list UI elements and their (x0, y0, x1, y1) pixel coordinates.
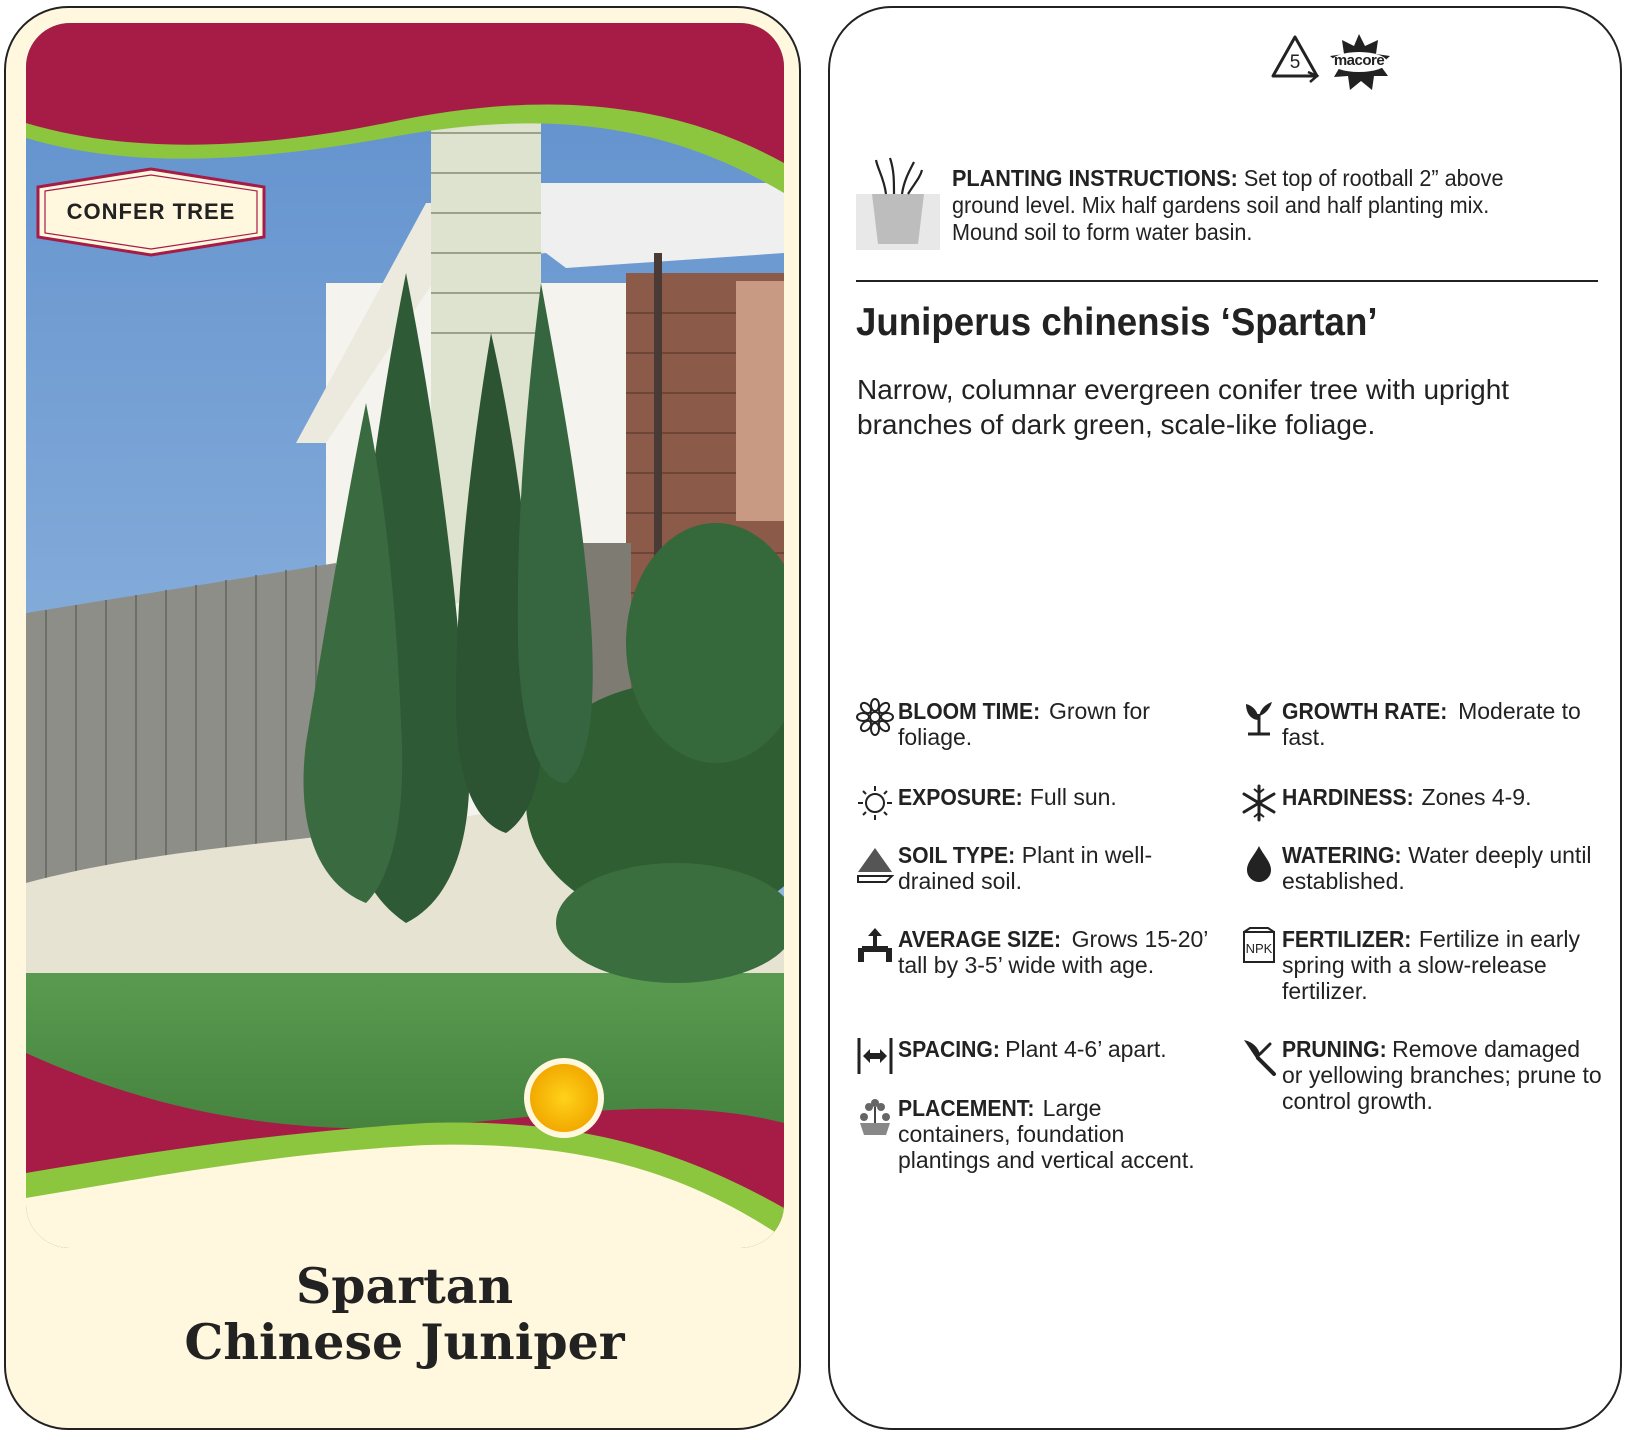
front-tag-card (4, 6, 801, 1430)
planting-instructions-text: Set top of rootball 2” above ground level. Mix half gardens soil and half planting mix. Mound soil to form water basin. (952, 165, 1504, 245)
brand-name: macore (1333, 52, 1385, 69)
fertilizer-label: FERTILIZER: (1282, 926, 1412, 952)
sun-icon (530, 1064, 598, 1132)
snowflake-icon (1240, 784, 1278, 822)
category-badge (36, 167, 266, 257)
sun-icon (856, 784, 894, 822)
exposure-label: EXPOSURE: (898, 784, 1023, 810)
size-arrows-icon (856, 926, 894, 966)
average-size-text: Grows 15-20’ tall by 3-5’ wide with age. (898, 926, 1208, 978)
soil-type-label: SOIL TYPE: (898, 842, 1016, 868)
growth-rate-label: GROWTH RATE: (1282, 698, 1448, 724)
pruning-label: PRUNING: (1282, 1036, 1387, 1062)
spacing-label: SPACING: (898, 1036, 1000, 1062)
common-name-line-2: Chinese Juniper (184, 1313, 625, 1371)
soil-type-text: Plant in well-drained soil. (898, 842, 1153, 894)
bloom-time-label: BLOOM TIME: (898, 698, 1041, 724)
water-drop-icon (1240, 842, 1278, 884)
hardiness-label: HARDINESS: (1282, 784, 1414, 810)
plant-description: Narrow, columnar evergreen conifer tree with upright branches of dark green, scale-like foliage. (857, 374, 1510, 440)
fertilizer-text: Fertilize in early spring with a slow-release fertilizer. (1282, 926, 1580, 1004)
planting-pot-icon (856, 156, 940, 252)
divider (856, 280, 1598, 282)
growth-rate-text: Moderate to fast. (1282, 698, 1581, 750)
placement-text: Large containers, foundation plantings and vertical accent. (898, 1095, 1195, 1173)
bloom-time-text: Grown for foliage. (898, 698, 1150, 750)
scientific-name: Juniperus chinensis ‘Spartan’ (856, 301, 1378, 344)
placement-flowers-icon (856, 1095, 894, 1137)
common-name (6, 1258, 801, 1370)
watering-label: WATERING: (1282, 842, 1402, 868)
pruning-text: Remove damaged or yellowing branches; prune to control growth. (1282, 1036, 1602, 1114)
logos (1268, 32, 1408, 92)
npk-text: NPK (1245, 941, 1273, 956)
planting-instructions-label: PLANTING INSTRUCTIONS: (952, 165, 1238, 191)
watering-text: Water deeply until established. (1282, 842, 1592, 894)
hardiness-text: Zones 4-9. (1415, 784, 1532, 810)
back-tag-card (828, 6, 1622, 1430)
spacing-text: Plant 4-6’ apart. (998, 1036, 1167, 1062)
common-name-line-1: Spartan (295, 1257, 514, 1315)
soil-pile-icon (856, 842, 894, 884)
sprout-icon (1240, 698, 1278, 738)
planting-instructions (952, 165, 1549, 246)
pruner-icon (1240, 1036, 1278, 1076)
average-size-label: AVERAGE SIZE: (898, 926, 1062, 952)
placement-label: PLACEMENT: (898, 1095, 1035, 1121)
category-badge-label: CONFER TREE (66, 199, 236, 224)
recycle-number: 5 (1289, 52, 1301, 73)
spacing-icon (856, 1036, 894, 1076)
npk-bag-icon (1240, 926, 1278, 966)
flower-icon (856, 698, 894, 736)
exposure-text: Full sun. (1023, 784, 1117, 810)
